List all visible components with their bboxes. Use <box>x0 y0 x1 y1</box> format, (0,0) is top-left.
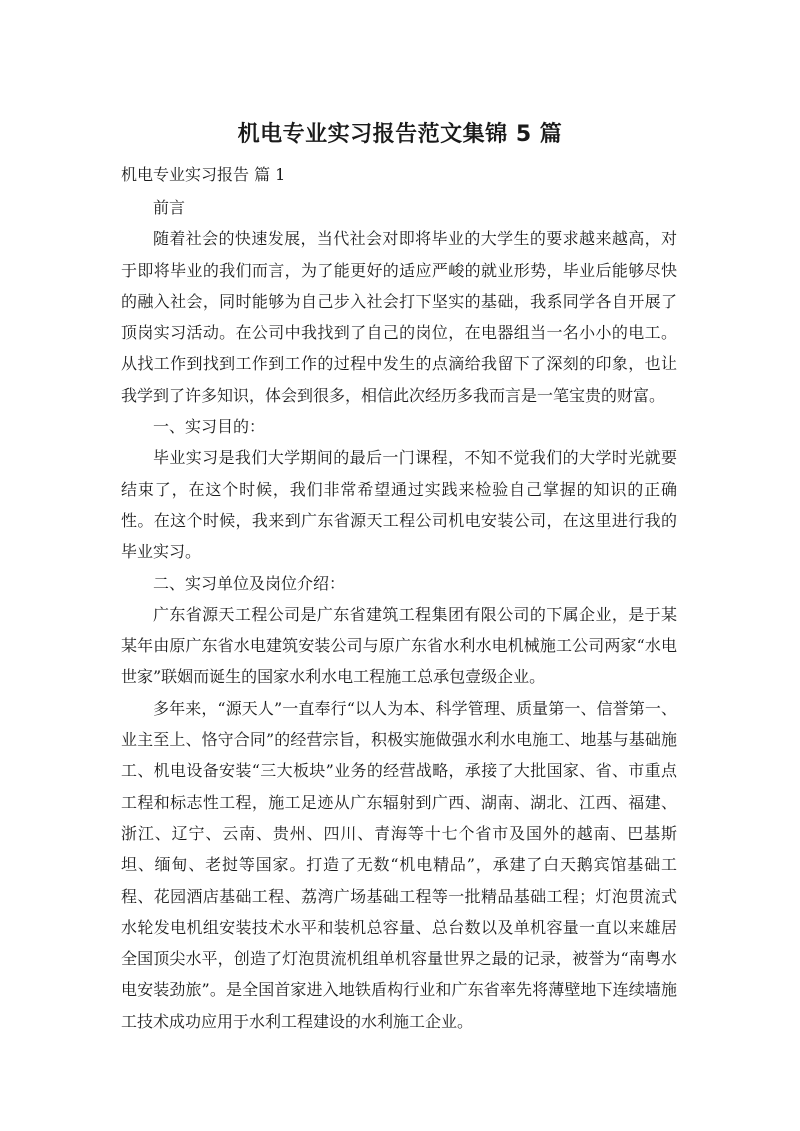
section-heading-purpose: 一、实习目的： <box>153 417 266 437</box>
section-heading-company: 二、实习单位及岗位介绍： <box>153 573 346 593</box>
document-subtitle: 机电专业实习报告 篇 1 <box>121 165 286 184</box>
paragraph-company-intro: 广东省源天工程公司是广东省建筑工程集团有限公司的下属企业，是于某某年由原广东省水电建筑安装公司与原广东省水利水电机械施工公司两家“水电世家”联姻而诞生的国家水利水电工程施工总承包壹级企业。 <box>121 604 677 687</box>
paragraph-preface-heading: 前言 <box>153 198 186 217</box>
document-body <box>121 192 677 1037</box>
paragraph-company-history: 多年来，“源天人”一直奉行“以人为本、科学管理、质量第一、信誉第一、业主至上、恪守合同”的经营宗旨，积极实施做强水利水电施工、地基与基础施工、机电设备安装“三大板块”业务的经营战略，承接了大批国家、省、市重点工程和标志性工程，施工足迹从广东辐射到广西、湖南、湖北、江西、福建、浙江、辽宁、云南、贵州、四川、青海等十七个省市及国外的越南、巴基斯坦、缅甸、老挝等国家。打造了无数“机电精品”，承建了白天鹅宾馆基础工程、花园酒店基础工程、荔湾广场基础工程等一批精品基础工程；灯泡贯流式水轮发电机组安装技术水平和装机总容量、总台数以及单机容量一直以来雄居全国顶尖水平，创造了灯泡贯流机组单机容量世界之最的记录，被誉为“南粤水电安装劲旅”。是全国首家进入地铁盾构行业和广东省率先将薄壁地下连续墙施工技术成功应用于水利工程建设的水利施工企业。 <box>121 698 677 1031</box>
document-title: 机电专业实习报告范文集锦 5 篇 <box>237 122 563 147</box>
paragraph-preface: 随着社会的快速发展，当代社会对即将毕业的大学生的要求越来越高，对于即将毕业的我们而言，为了能更好的适应严峻的就业形势，毕业后能够尽快的融入社会，同时能够为自己步入社会打下坚实的基础，我系同学各自开展了顶岗实习活动。在公司中我找到了自己的岗位，在电器组当一名小小的电工。从找工作到找到工作到工作的过程中发生的点滴给我留下了深刻的印象，也让我学到了许多知识，体会到很多，相信此次经历多我而言是一笔宝贵的财富。 <box>121 229 677 405</box>
paragraph-purpose: 毕业实习是我们大学期间的最后一门课程，不知不觉我们的大学时光就要结束了，在这个时候，我们非常希望通过实践来检验自己掌握的知识的正确性。在这个时候，我来到广东省源天工程公司机电安装公司，在这里进行我的毕业实习。 <box>121 448 677 562</box>
